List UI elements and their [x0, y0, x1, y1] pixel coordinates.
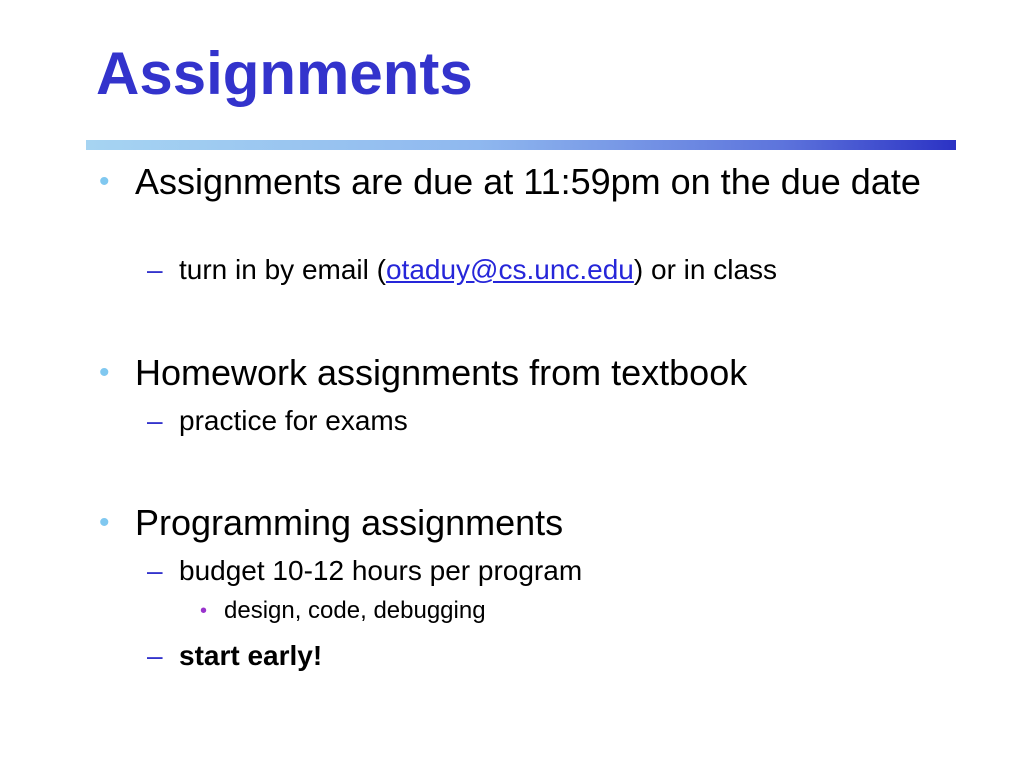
bullet-marker: • — [200, 600, 208, 622]
sub-bullet-item — [147, 253, 778, 287]
sub-bullet-text-bold: start early! — [179, 640, 323, 671]
sub-bullet-item — [147, 639, 323, 673]
bullet-text: Homework assignments from textbook — [135, 352, 748, 393]
bullet-marker: • — [99, 356, 110, 389]
sub-bullet-suffix: ) or in class — [633, 254, 778, 285]
bullet-item — [99, 352, 935, 393]
email-link[interactable]: otaduy@cs.unc.edu — [385, 254, 634, 285]
dash-marker: – — [147, 405, 163, 436]
sub-bullet-item — [147, 554, 583, 588]
sub-bullet-text: budget 10-12 hours per program — [179, 555, 583, 586]
sub-bullet-prefix: turn in by email ( — [179, 254, 386, 285]
bullet-item — [99, 161, 935, 202]
sub-sub-bullet-item — [200, 597, 486, 625]
bullet-item — [99, 502, 935, 543]
dash-marker: – — [147, 254, 163, 285]
bullet-text: Programming assignments — [135, 502, 564, 543]
bullet-marker: • — [99, 506, 110, 539]
slide-title: Assignments — [96, 40, 473, 107]
bullet-marker: • — [99, 165, 110, 198]
sub-bullet-text: practice for exams — [179, 405, 408, 436]
bullet-text: Assignments are due at 11:59pm on the due date — [135, 161, 921, 202]
sub-bullet-item — [147, 404, 408, 438]
dash-marker: – — [147, 640, 163, 671]
sub-sub-bullet-text: design, code, debugging — [224, 597, 486, 624]
dash-marker: – — [147, 555, 163, 586]
